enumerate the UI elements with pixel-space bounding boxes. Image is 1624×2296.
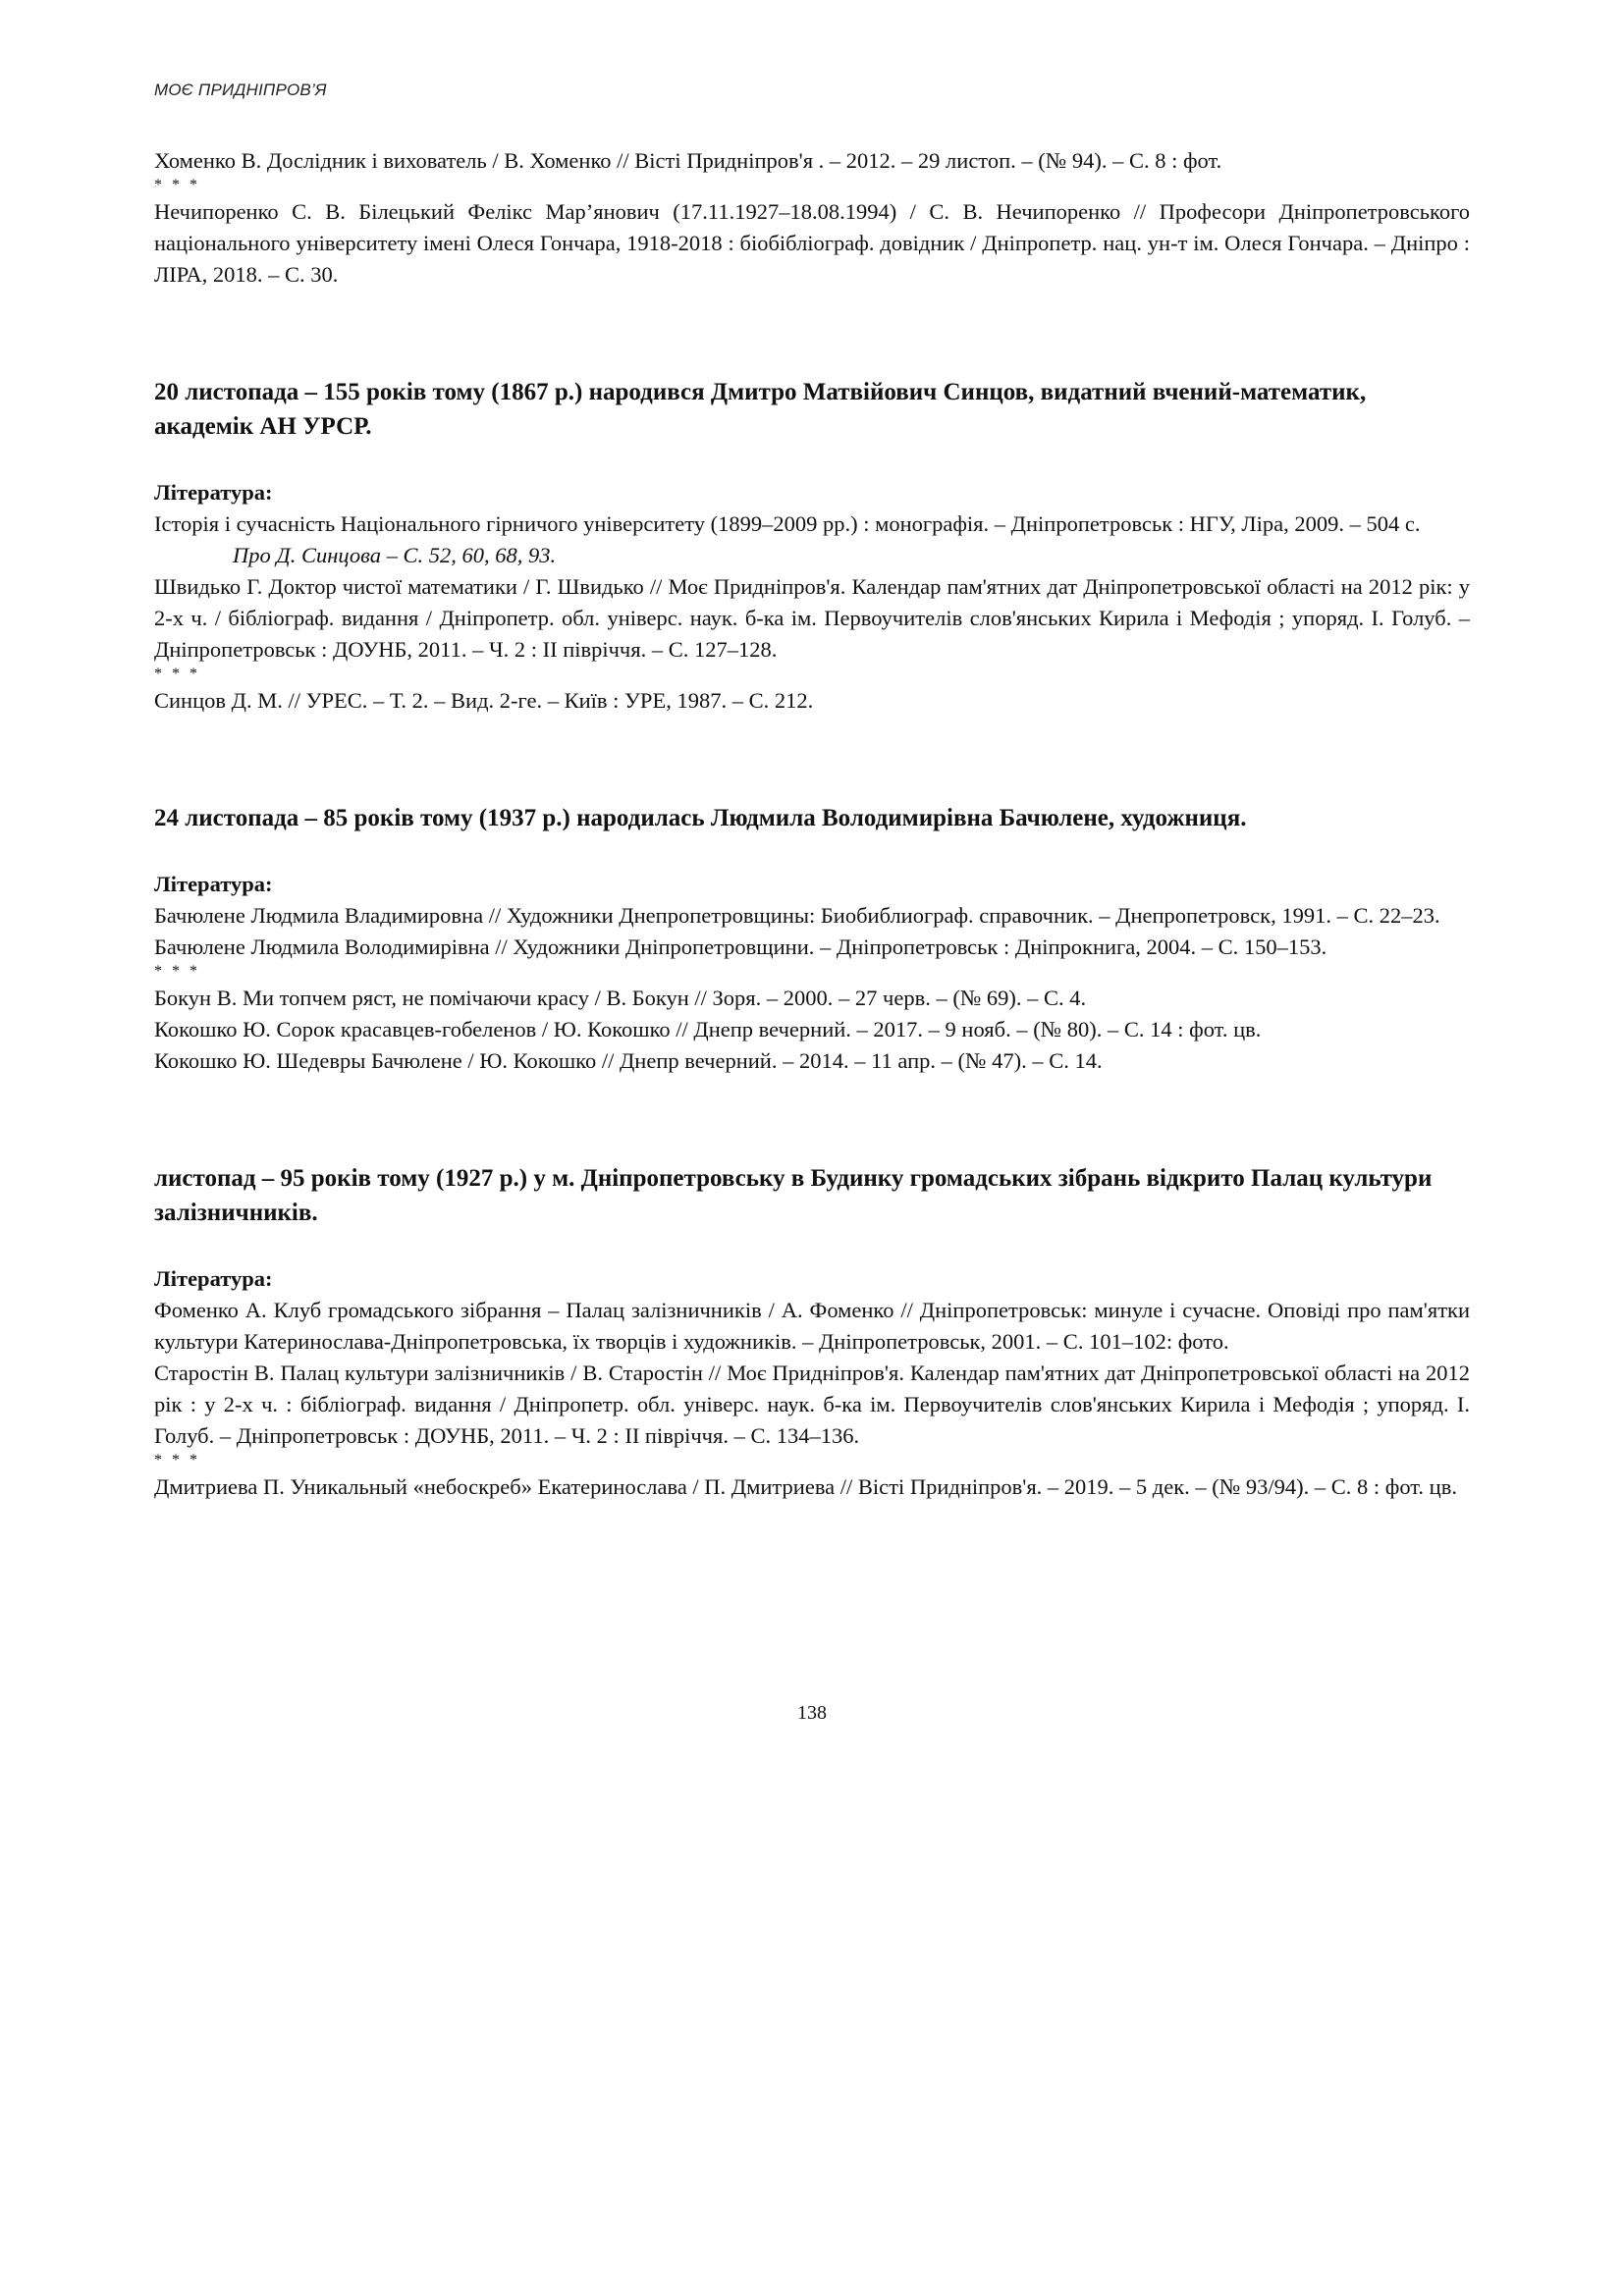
page-reference-note: Про Д. Синцова – С. 52, 60, 68, 93. xyxy=(233,543,557,567)
bibliography-entry: Бачюлене Людмила Володимирівна // Художники Дніпропетровщини. – Дніпропетровськ : Дніпрокнига, 2004. – С. 150–153. xyxy=(154,934,1327,959)
bibliography-entry: Нечипоренко С. В. Білецький Фелікс Мар’янович (17.11.1927–18.08.1994) / С. В. Нечипоренко // Професори Дніпропетровського національного університету імені Олеся Гончара, 1918-2018 : біобібліограф. довідник / Дніпропетр. нац. ун-т ім. Олеся Гончара. – Дніпро : ЛІРА, 2018. – С. 30. xyxy=(154,199,1470,287)
bibliography-entry: Бокун В. Ми топчем ряст, не помічаючи красу / В. Бокун // Зоря. – 2000. – 27 черв. – (№ 69). – С. 4. xyxy=(154,986,1087,1010)
anniversary-section xyxy=(154,801,1470,1077)
bibliography-entry: Старостін В. Палац культури залізничників / В. Старостін // Моє Придніпров'я. Календар пам'ятних дат Дніпропетровської області на 2012 рік : у 2-х ч. : бібліограф. видання / Дніпропетр. обл. універс. наук. б-ка ім. Первоучителів слов'янських Кирила і Мефодія ; упоряд. І. Голуб. – Дніпропетровськ : ДОУНБ, 2011. – Ч. 2 : ІІ півріччя. – С. 134–136. xyxy=(154,1361,1470,1448)
bibliography-entry: Бачюлене Людмила Владимировна // Художники Днепропетровщины: Биобиблиограф. справочник. – Днепропетровск, 1991. – С. 22–23. xyxy=(154,903,1440,928)
bibliography-entry: Хоменко В. Дослідник і вихователь / В. Хоменко // Вісті Придніпров'я . – 2012. – 29 листоп. – (№ 94). – С. 8 : фот. xyxy=(154,148,1222,173)
bibliography-entry: Кокошко Ю. Сорок красавцев-гобеленов / Ю. Кокошко // Днепр вечерний. – 2017. – 9 нояб. – (№ 80). – С. 14 : фот. цв. xyxy=(154,1017,1262,1041)
bibliography-entry: Синцов Д. М. // УРЕС. – Т. 2. – Вид. 2-ге. – Київ : УРЕ, 1987. – С. 212. xyxy=(154,688,814,713)
anniversary-section xyxy=(154,1161,1470,1503)
bibliography-entry: Швидько Г. Доктор чистої математики / Г. Швидько // Моє Придніпров'я. Календар пам'ятних дат Дніпропетровської області на 2012 рік: у 2-х ч. / бібліограф. видання / Дніпропетр. обл. універс. наук. б-ка ім. Первоучителів слов'янських Кирила і Мефодія ; упоряд. І. Голуб. – Дніпропетровськ : ДОУНБ, 2011. – Ч. 2 : ІІ півріччя. – С. 127–128. xyxy=(154,574,1470,662)
bibliography-entry: Історія і сучасність Національного гірничого університету (1899–2009 рр.) : монографія. – Дніпропетровськ : НГУ, Ліра, 2009. – 504 с. xyxy=(154,511,1421,536)
bibliography-entry: Фоменко А. Клуб громадського зібрання – Палац залізничників / А. Фоменко // Дніпропетровськ: минуле і сучасне. Оповіді про пам'ятки культури Катеринослава-Дніпропетровська, їх творців і художників. – Дніпропетровськ, 2001. – С. 101–102: фото. xyxy=(154,1298,1470,1354)
section-heading: листопад – 95 років тому (1927 р.) у м. Дніпропетровську в Будинку громадських зібрань відкрито Палац культури залізничників. xyxy=(154,1165,1433,1226)
literature-label: Література: xyxy=(154,1266,273,1291)
separator-stars: * * * xyxy=(154,177,200,193)
bibliography-entry: Дмитриева П. Уникальный «небоскреб» Екатеринослава / П. Дмитриева // Вісті Придніпров'я. – 2019. – 5 дек. – (№ 93/94). – С. 8 : фот. цв. xyxy=(154,1474,1457,1499)
literature-label: Література: xyxy=(154,872,273,896)
bibliography-entry: Кокошко Ю. Шедевры Бачюлене / Ю. Кокошко // Днепр вечерний. – 2014. – 11 апр. – (№ 47). – С. 14. xyxy=(154,1048,1103,1073)
page-content xyxy=(154,145,1470,1503)
anniversary-section xyxy=(154,375,1470,717)
section-heading: 24 листопада – 85 років тому (1937 р.) народилась Людмила Володимирівна Бачюлене, художниця. xyxy=(154,805,1247,831)
section-heading: 20 листопада – 155 років тому (1867 р.) народився Дмитро Матвійович Синцов, видатний вчений-математик, академік АН УРСР. xyxy=(154,379,1367,440)
separator-stars: * * * xyxy=(154,1452,200,1468)
running-header: МОЄ ПРИДНІПРОВ’Я xyxy=(154,80,327,99)
separator-stars: * * * xyxy=(154,666,200,682)
literature-label: Література: xyxy=(154,480,273,505)
separator-stars: * * * xyxy=(154,963,200,980)
page-number: 138 xyxy=(797,1702,827,1724)
